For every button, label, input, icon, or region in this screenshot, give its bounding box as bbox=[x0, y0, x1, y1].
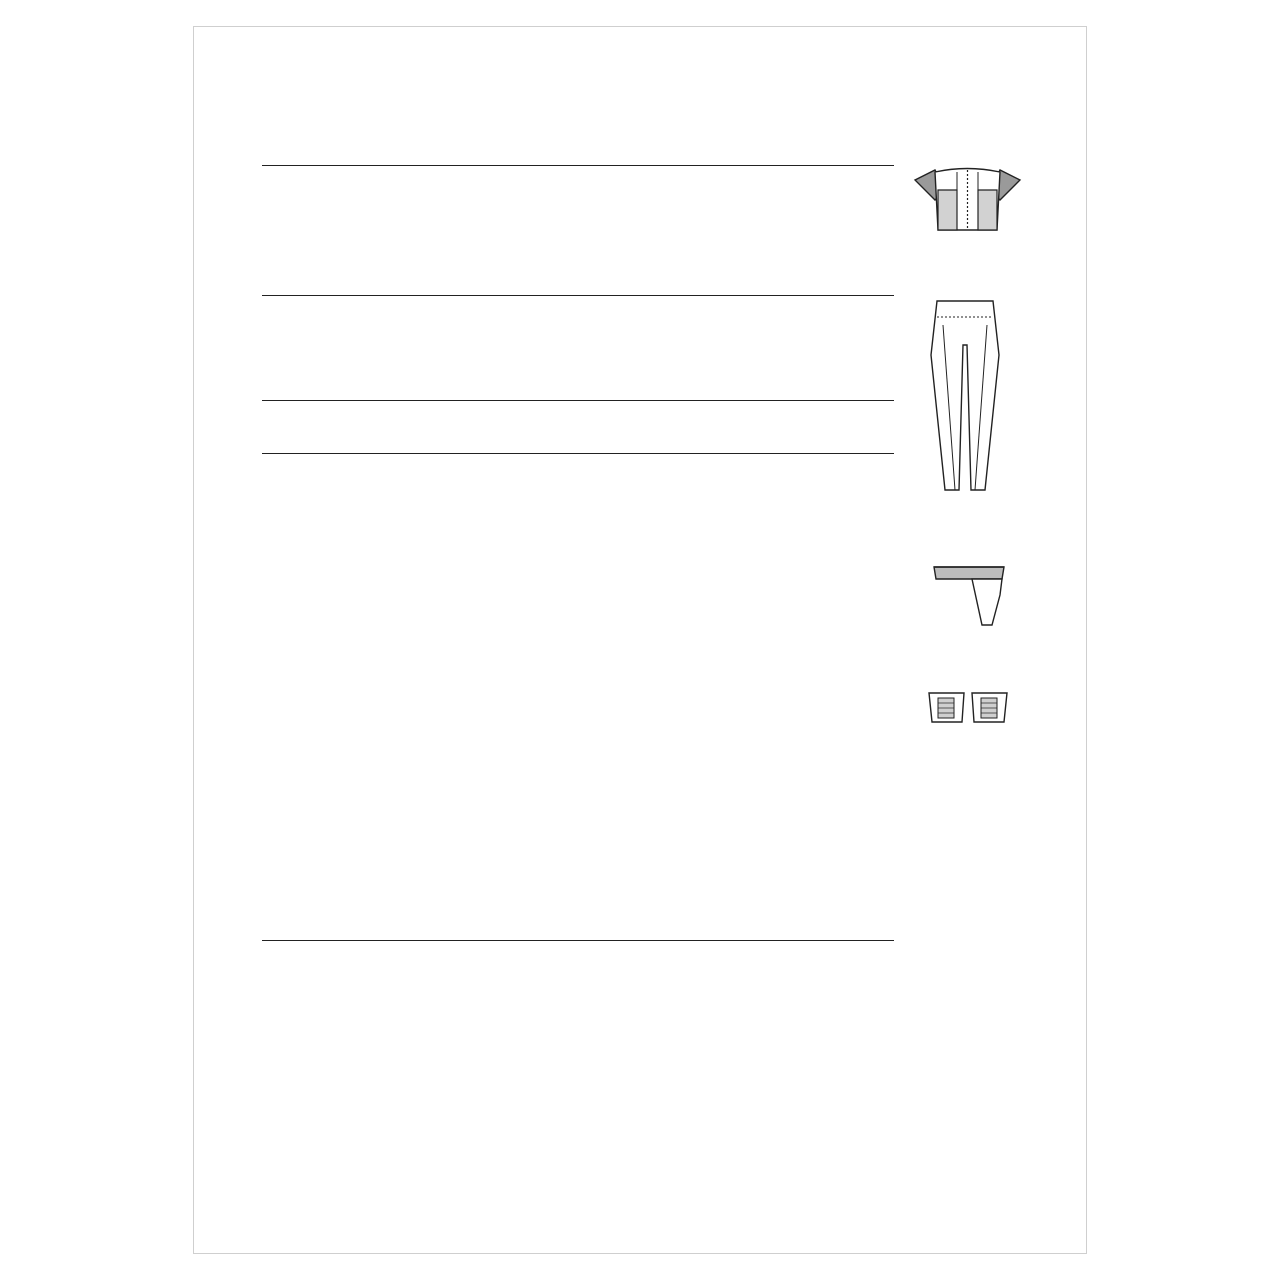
view-c-belt-illustration bbox=[928, 555, 1008, 630]
divider bbox=[262, 453, 894, 454]
divider bbox=[262, 940, 894, 941]
divider bbox=[262, 400, 894, 401]
divider bbox=[262, 295, 894, 296]
divider bbox=[262, 165, 894, 166]
view-b-leggings-illustration bbox=[925, 295, 1005, 495]
view-a-top-illustration bbox=[905, 160, 1030, 240]
view-d-gauntlet-illustration bbox=[926, 690, 1010, 730]
